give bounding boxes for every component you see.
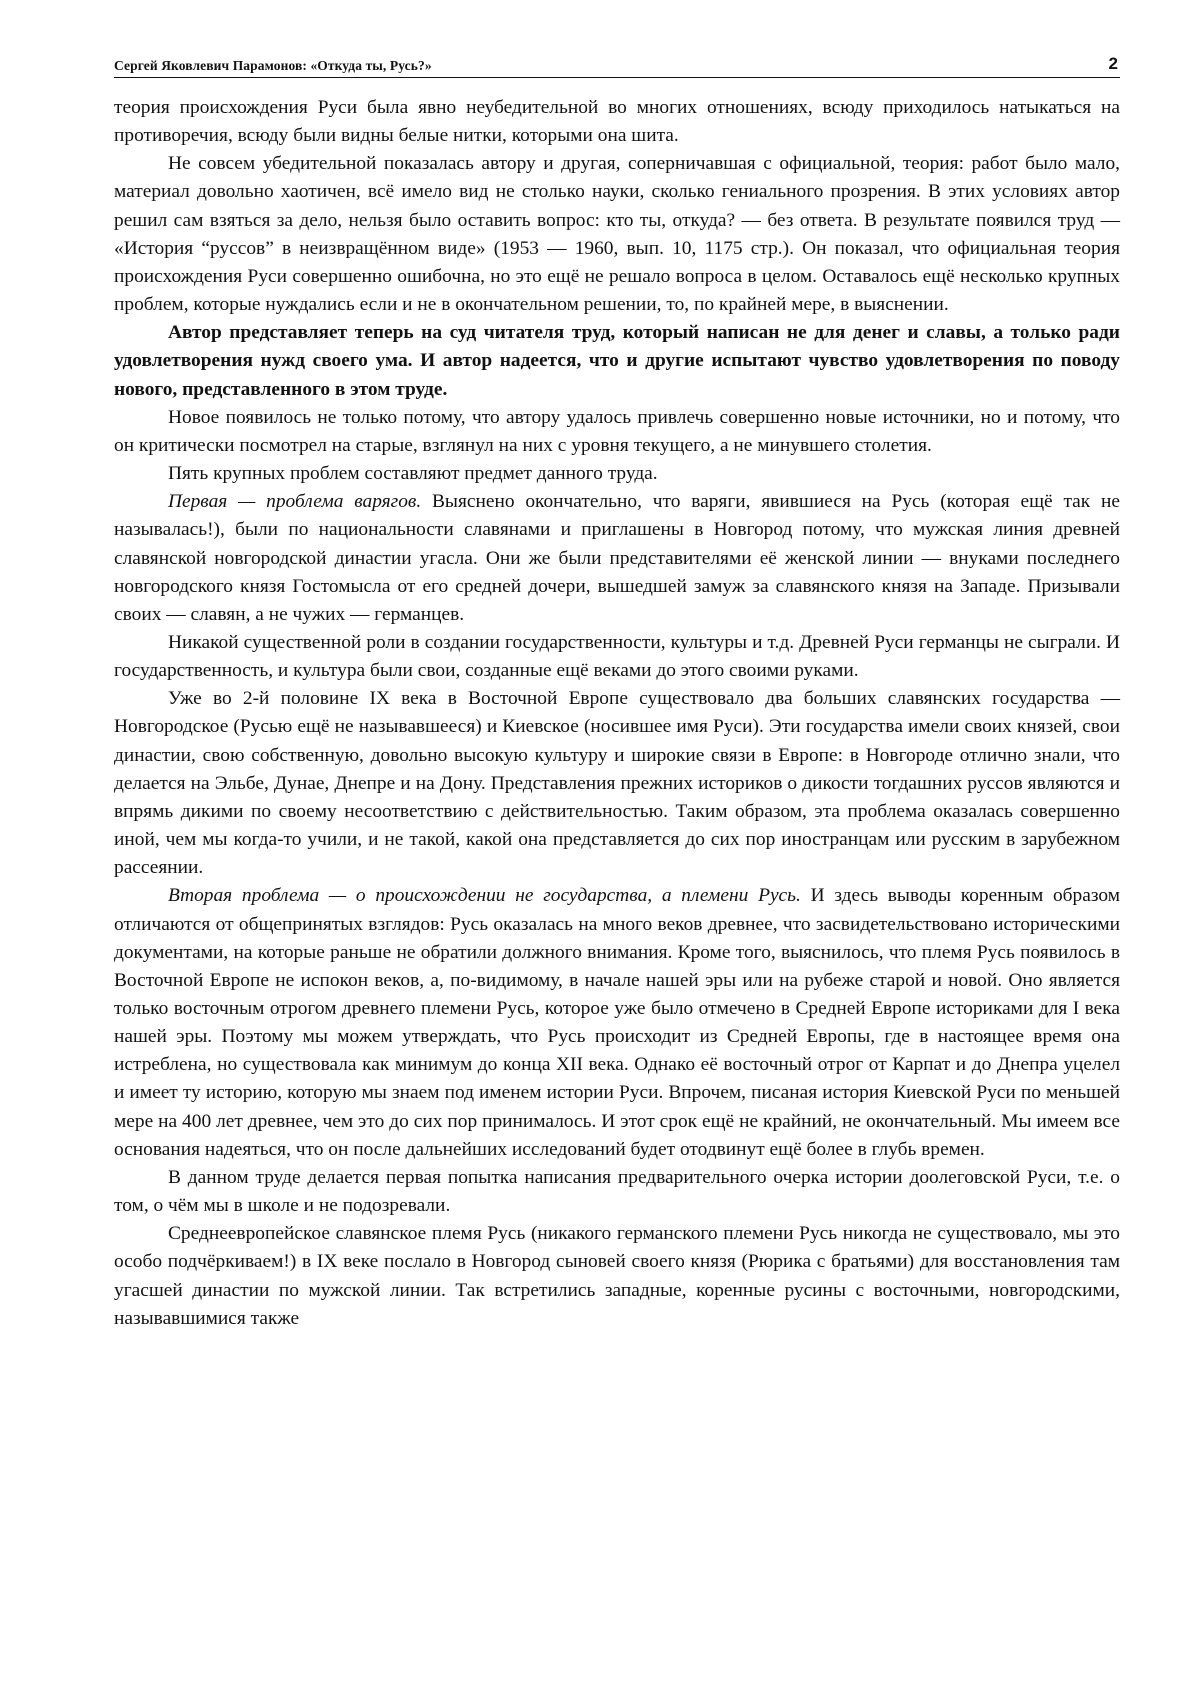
paragraph: Новое появилось не только потому, что автору удалось привлечь совершенно новые источники, но и потому, что он критически посмотрел на старые, взглянул на них с уровня текущего, а не минувшего столетия.: [114, 406, 1120, 456]
paragraph: Первая — проблема варягов. Выяснено окончательно, что варяги, явившиеся на Русь (которая ещё так не называлась!), были по национальности славянами и приглашены в Новгород потому, что мужская линия древней славянской новгородской династии угасла. Они же были представителями её женской линии — внуками последнего новгородского князя Гостомысла от его средней дочери, вышедшей замуж за славянского князя на Западе. Призывали своих — славян, а не чужих — германцев.: [114, 491, 1120, 625]
paragraph: Никакой существенной роли в создании государственности, культуры и т.д. Древней Руси германцы не сыграли. И государственность, и культура были свои, созданные ещё веками до этого своими руками.: [114, 631, 1120, 682]
paragraph: Вторая проблема — о происхождении не государства, а племени Русь. И здесь выводы коренным образом отличаются от общепринятых взглядов: Русь оказалась на много веков древнее, что засвидетельствовано историческими документами, на которые раньше не обратили должного внимания. Кроме того, выяснилось, что племя Русь появилось в Восточной Европе не испокон веков, а, по-видимому, в начале нашей эры или на рубеже старой и новой. Оно является только восточным отрогом древнего племени Русь, которое уже было отмечено в Средней Европе историками для I века нашей эры. Поэтому мы можем утверждать, что Русь происходит из Средней Европы, где в настоящее время она истреблена, но существовала как минимум до конца XII века. Однако её восточный отрог от Карпат и до Днепра уцелел и имеет ту историю, которую мы знаем под именем истории Руси. Впрочем, писаная история Киевской Руси по меньшей мере на 400 лет древнее, чем это до сих пор принималось. И этот срок ещё не крайний, не окончательный. Мы имеем все основания надеяться, что он после дальнейших исследований будет отодвинут ещё более в глубь времен.: [114, 885, 1120, 1160]
paragraph-lead: Вторая проблема — о происхождении не государства, а племени Русь.: [168, 885, 801, 907]
running-header: [114, 52, 1120, 78]
paragraph-lead: Первая — проблема варягов.: [168, 491, 422, 513]
paragraph: Среднеевропейское славянское племя Русь (никакого германского племени Русь никогда не существовало, мы это особо подчёркиваем!) в IX веке послало в Новгород сыновей своего князя (Рюрика с братьями) для восстановления там угасшей династии по мужской линии. Так встретились западные, коренные русины с восточными, новгородскими, называвшимися также: [114, 1223, 1120, 1329]
paragraph: Не совсем убедительной показалась автору и другая, соперничавшая с официальной, теория: работ было мало, материал довольно хаотичен, всё имело вид не столько науки, сколько гениального прозрения. В этих условиях автор решил сам взяться за дело, нельзя было оставить вопрос: кто ты, откуда? — без ответа. В результате появился труд — «История “руссов” в неизвращённом виде» (1953 — 1960, вып. 10, 1175 стр.). Он показал, что официальная теория происхождения Руси совершенно ошибочна, но это ещё не решало вопроса в целом. Оставалось ещё несколько крупных проблем, которые нуждались если и не в окончательном решении, то, по крайней мере, в выяснении.: [114, 153, 1120, 316]
paragraph: теория происхождения Руси была явно неубедительной во многих отношениях, всюду приходилось натыкаться на противоречия, всюду были видны белые нитки, которыми она шита.: [114, 97, 1120, 147]
paragraph: В данном труде делается первая попытка написания предварительного очерка истории доолеговской Руси, т.е. о том, о чём мы в школе и не подозревали.: [114, 1166, 1120, 1217]
body-text: [114, 94, 1120, 1333]
paragraph: Пять крупных проблем составляют предмет данного труда.: [168, 463, 658, 485]
paragraph: Уже во 2-й половине IX века в Восточной Европе существовало два больших славянских государства — Новгородское (Русью ещё не называвшееся) и Киевское (носившее имя Руси). Эти государства имели своих князей, свои династии, свою собственную, довольно высокую культуру и широкие связи в Европе: в Новгороде отлично знали, что делается на Эльбе, Дунае, Днепре и на Дону. Представления прежних историков о дикости тогдашних руссов являются и впрямь дикими по своему несоответствию с действительностью. Таким образом, эта проблема оказалась совершенно иной, чем мы когда-то учили, и не такой, какой она представляется до сих пор иностранцам или русским в зарубежном рассеянии.: [114, 688, 1120, 879]
document-page: [114, 52, 1120, 1333]
paragraph-bold: Автор представляет теперь на суд читателя труд, который написан не для денег и славы, а только ради удовлетворения нужд своего ума. И автор надеется, что и другие испытают чувство удовлетворения по поводу нового, представленного в этом труде.: [114, 322, 1120, 400]
page-number: 2: [1108, 54, 1118, 73]
running-header-title: Сергей Яковлевич Парамонов: «Откуда ты, Русь?»: [114, 58, 432, 73]
